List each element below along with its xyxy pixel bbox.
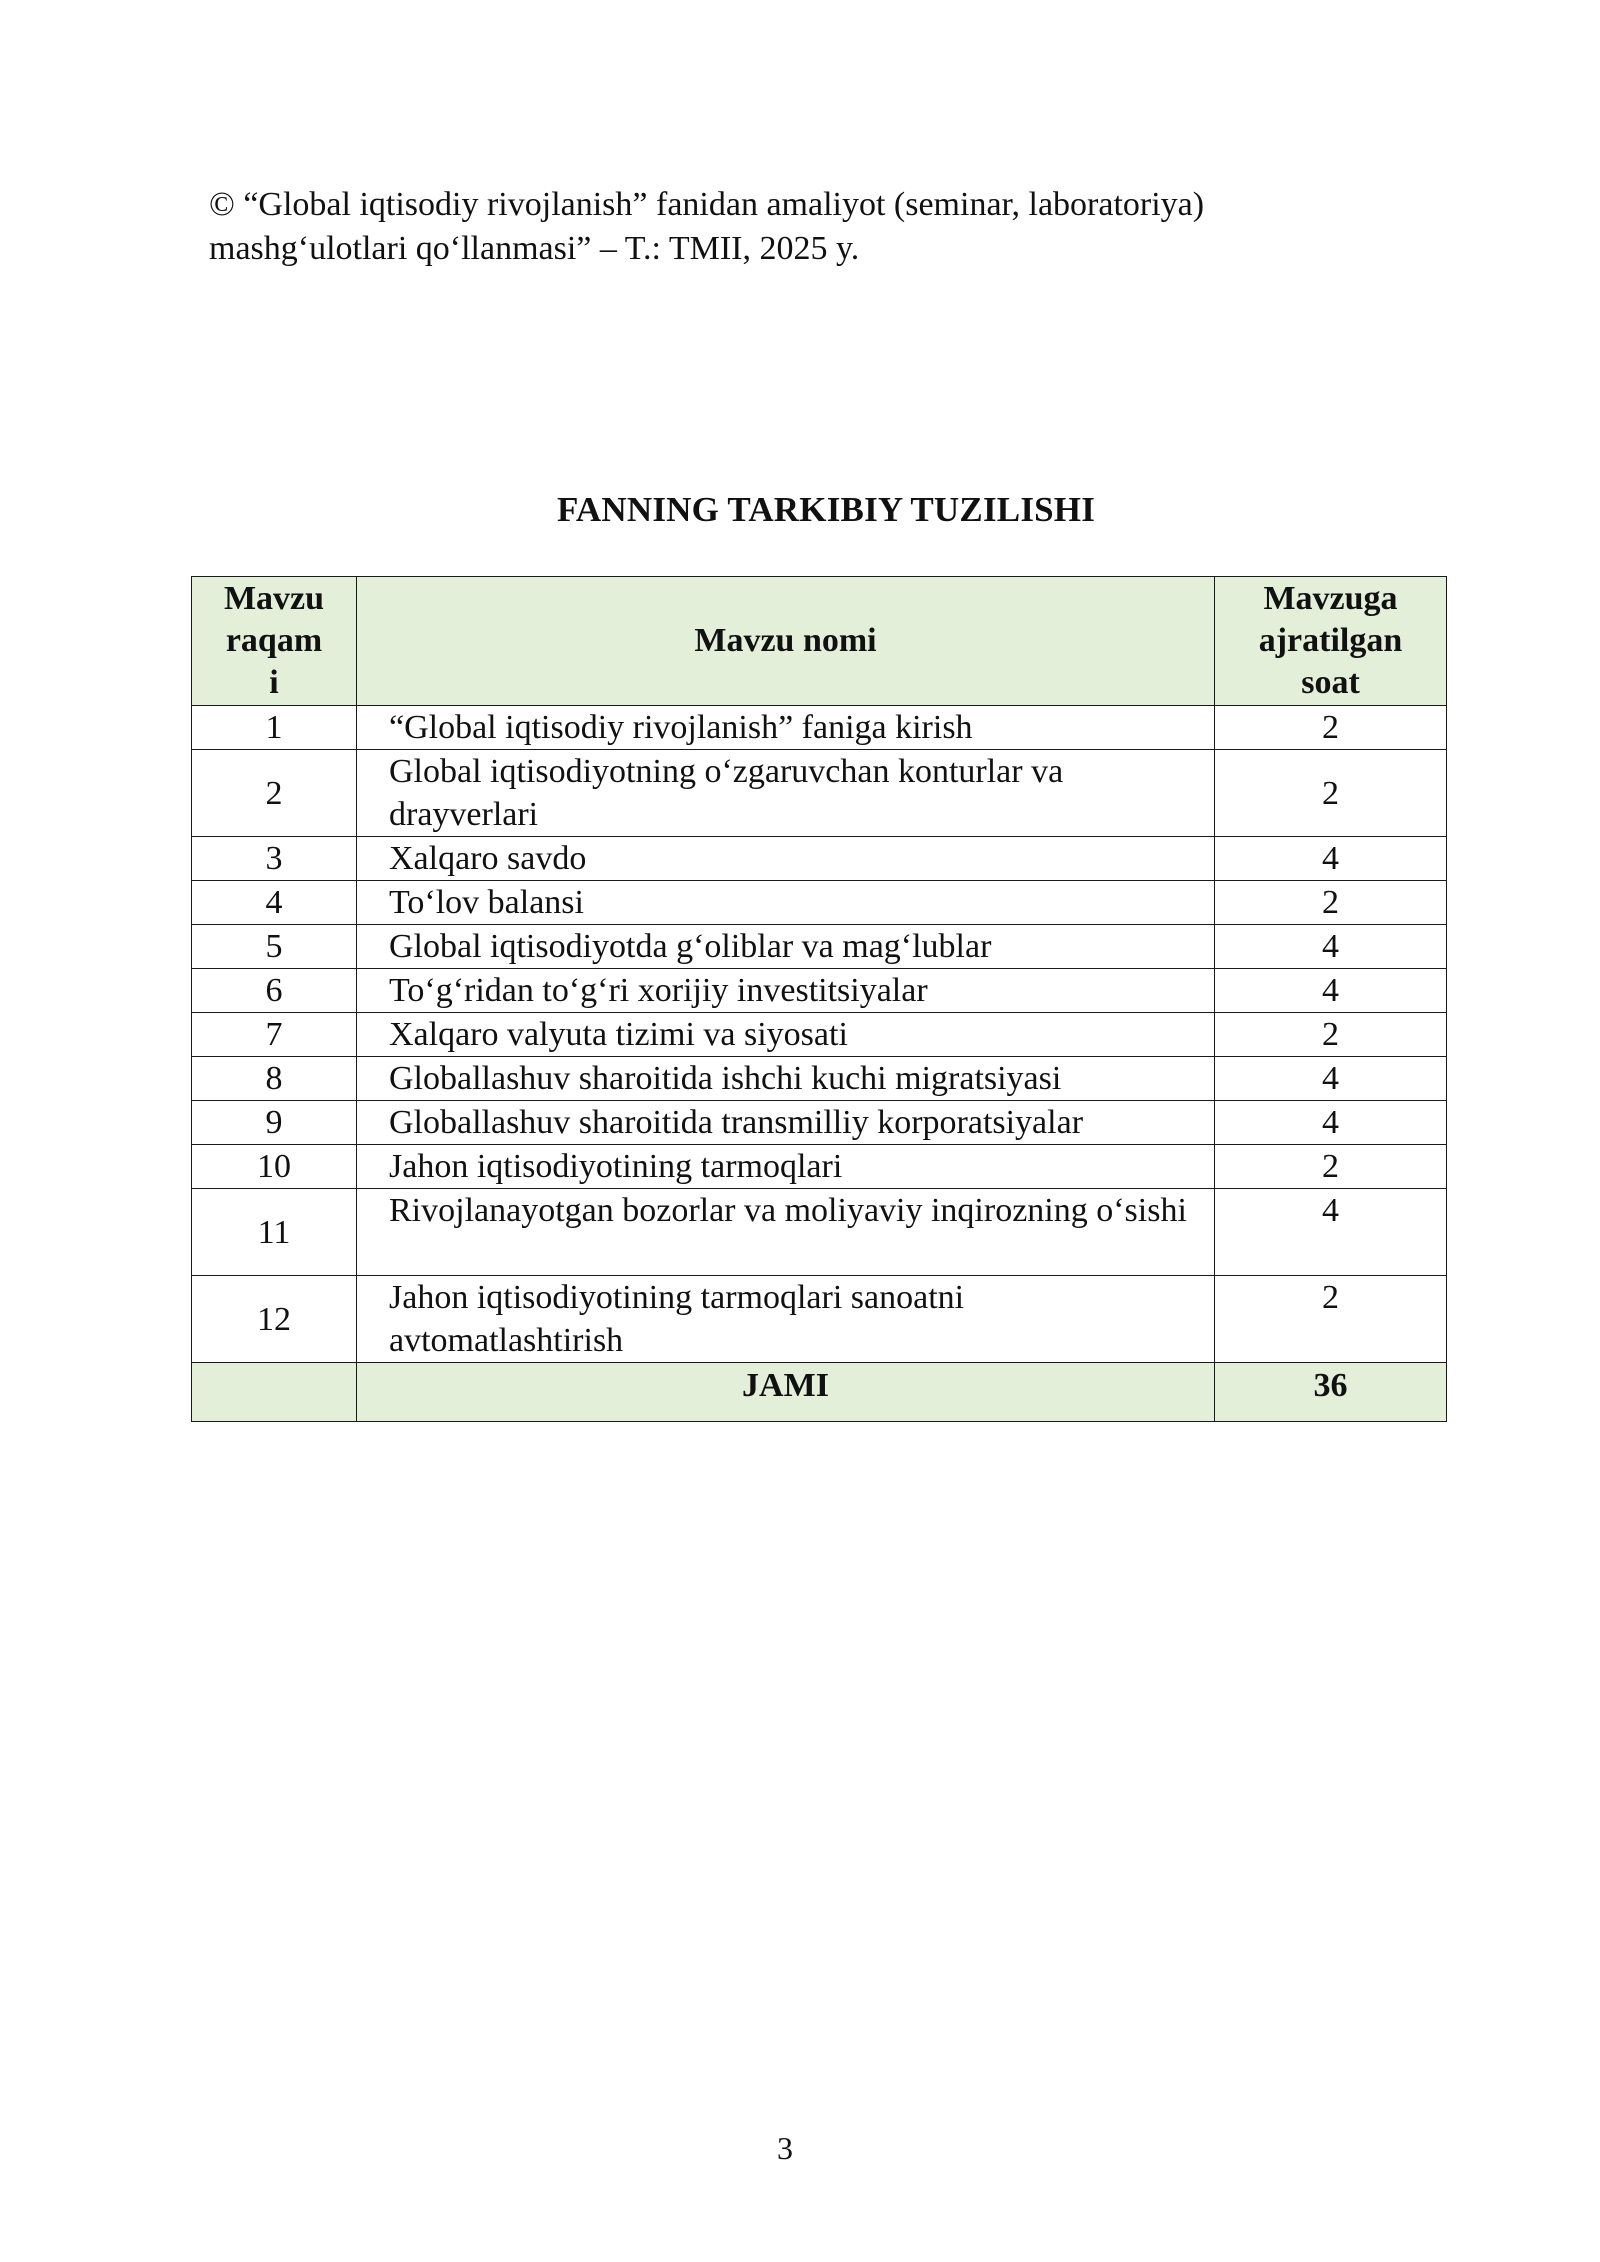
topic-hours: 4 bbox=[1215, 837, 1447, 881]
total-label: JAMI bbox=[357, 1363, 1215, 1422]
topic-hours: 2 bbox=[1215, 1013, 1447, 1057]
topic-name: Global iqtisodiyotning o‘zgaruvchan konturlar va drayverlari bbox=[357, 750, 1215, 837]
topic-number: 9 bbox=[192, 1101, 357, 1145]
topic-name: To‘g‘ridan to‘g‘ri xorijiy investitsiyalar bbox=[357, 969, 1215, 1013]
topic-hours: 2 bbox=[1215, 706, 1447, 750]
topic-number: 6 bbox=[192, 969, 357, 1013]
topic-name: Jahon iqtisodiyotining tarmoqlari sanoatni avtomatlashtirish bbox=[357, 1276, 1215, 1363]
total-hours: 36 bbox=[1215, 1363, 1447, 1422]
topic-number: 2 bbox=[192, 750, 357, 837]
table-row bbox=[192, 706, 1447, 750]
table-header-row bbox=[192, 577, 1447, 706]
topic-number: 5 bbox=[192, 925, 357, 969]
section-title: FANNING TARKIBIY TUZILISHI bbox=[556, 490, 1096, 529]
topic-number: 1 bbox=[192, 706, 357, 750]
topic-number: 4 bbox=[192, 881, 357, 925]
topic-number: 3 bbox=[192, 837, 357, 881]
topic-number: 11 bbox=[192, 1189, 357, 1276]
table-row bbox=[192, 837, 1447, 881]
topic-hours: 4 bbox=[1215, 1057, 1447, 1101]
course-structure-table bbox=[191, 576, 1447, 1422]
header-topic-number: Mavzu raqam i bbox=[192, 577, 357, 706]
copyright-notice bbox=[209, 183, 1439, 271]
topic-name: Rivojlanayotgan bozorlar va moliyaviy inqirozning o‘sishi bbox=[357, 1189, 1215, 1276]
topic-hours: 2 bbox=[1215, 750, 1447, 837]
topic-number: 8 bbox=[192, 1057, 357, 1101]
topic-name: Xalqaro savdo bbox=[357, 837, 1215, 881]
table-row bbox=[192, 925, 1447, 969]
header-allocated-hours: Mavzuga ajratilgan soat bbox=[1215, 577, 1447, 706]
topic-number: 12 bbox=[192, 1276, 357, 1363]
table-row bbox=[192, 1276, 1447, 1363]
topic-name: Global iqtisodiyotda g‘oliblar va mag‘lublar bbox=[357, 925, 1215, 969]
topic-name: Jahon iqtisodiyotining tarmoqlari bbox=[357, 1145, 1215, 1189]
copyright-line-2: mashg‘ulotlari qo‘llanmasi” – T.: TMII, 2025 y. bbox=[209, 230, 860, 267]
table-row bbox=[192, 750, 1447, 837]
topic-name: Xalqaro valyuta tizimi va siyosati bbox=[357, 1013, 1215, 1057]
topic-number: 7 bbox=[192, 1013, 357, 1057]
table-row bbox=[192, 1013, 1447, 1057]
topic-number: 10 bbox=[192, 1145, 357, 1189]
topic-hours: 2 bbox=[1215, 1145, 1447, 1189]
topic-name: Globallashuv sharoitida transmilliy korporatsiyalar bbox=[357, 1101, 1215, 1145]
header-topic-name: Mavzu nomi bbox=[357, 577, 1215, 706]
table-row bbox=[192, 1145, 1447, 1189]
page-number: 3 bbox=[777, 2130, 793, 2166]
topic-hours: 4 bbox=[1215, 1189, 1447, 1276]
table-row bbox=[192, 969, 1447, 1013]
table-row bbox=[192, 1101, 1447, 1145]
table-row bbox=[192, 881, 1447, 925]
topic-hours: 2 bbox=[1215, 881, 1447, 925]
topic-hours: 2 bbox=[1215, 1276, 1447, 1363]
topic-name: Globallashuv sharoitida ishchi kuchi migratsiyasi bbox=[357, 1057, 1215, 1101]
topic-name: To‘lov balansi bbox=[357, 881, 1215, 925]
copyright-line-1: © “Global iqtisodiy rivojlanish” fanidan amaliyot (seminar, laboratoriya) bbox=[209, 186, 1205, 223]
topic-name: “Global iqtisodiy rivojlanish” faniga kirish bbox=[357, 706, 1215, 750]
total-empty-cell bbox=[192, 1363, 357, 1422]
table-total-row bbox=[192, 1363, 1447, 1422]
table-row bbox=[192, 1189, 1447, 1276]
table-row bbox=[192, 1057, 1447, 1101]
topic-hours: 4 bbox=[1215, 969, 1447, 1013]
topic-hours: 4 bbox=[1215, 1101, 1447, 1145]
topic-hours: 4 bbox=[1215, 925, 1447, 969]
